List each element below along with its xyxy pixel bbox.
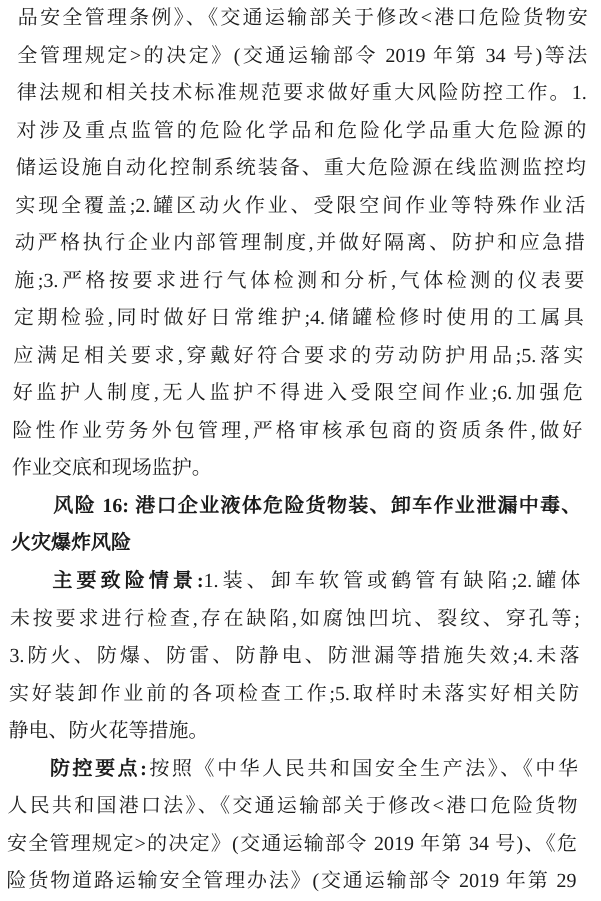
text-line: 实好装卸作业前的各项检查工作;5.取样时未落实好相关防 bbox=[8, 682, 580, 705]
page-text-column bbox=[6, 0, 588, 901]
text-line: 律法规和相关技术标准规范要求做好重大风险防控工作。1. bbox=[16, 82, 587, 105]
text-line: 未按要求进行检查,存在缺陷,如腐蚀凹坑、裂纹、穿孔等; bbox=[9, 607, 581, 630]
text-line: 定期检验,同时做好日常维护;4.储罐检修时使用的工属具 bbox=[13, 307, 584, 330]
text-line: 安全管理规定>的决定》(交通运输部令 2019 年第 34 号)、《危 bbox=[6, 832, 578, 855]
line-text: 1.装、卸车软管或鹤管有缺陷;2.罐体 bbox=[203, 569, 581, 592]
text-line: 储运设施自动化控制系统装备、重大危险源在线监测监控均 bbox=[15, 157, 586, 180]
text-line: 对涉及重点监管的危险化学品和危险化学品重大危险源的 bbox=[16, 119, 587, 142]
paragraph-prevention-points bbox=[6, 751, 578, 901]
paragraph-main-risk-scenarios bbox=[8, 563, 580, 751]
text-line: 全管理规定>的决定》(交通运输部令 2019 年第 34 号)等法 bbox=[17, 44, 588, 67]
text-line: 动严格执行企业内部管理制度,并做好隔离、防护和应急措 bbox=[14, 232, 585, 255]
text-line: 实现全覆盖;2.罐区动火作业、受限空间作业等特殊作业活 bbox=[15, 194, 586, 217]
text-line: 作业交底和现场监护。 bbox=[11, 457, 213, 480]
text-line: 施;3.严格按要求进行气体检测和分析,气体检测的仪表要 bbox=[14, 269, 585, 292]
text-line: 品安全管理条例》、《交通运输部关于修改<港口危险货物安 bbox=[17, 7, 588, 29]
text-line: 好监护人制度,无人监护不得进入受限空间作业;6.加强危 bbox=[12, 382, 583, 405]
text-line: 险性作业劳务外包管理,严格审核承包商的资质条件,做好 bbox=[12, 419, 583, 442]
paragraph-lead: 防控要点: bbox=[49, 757, 147, 780]
paragraph-legal-basis-continuation bbox=[12, 0, 588, 488]
text-line: 人民共和国港口法》、《交通运输部关于修改<港口危险货物 bbox=[7, 795, 578, 818]
text-line: 险货物道路运输安全管理办法》(交通运输部令 2019 年第 29 bbox=[6, 870, 577, 893]
text-line bbox=[10, 563, 580, 601]
text-line: 3.防火、防爆、防雷、防静电、防泄漏等措施失效;4.未落 bbox=[9, 645, 580, 668]
text-line: 静电、防火花等措施。 bbox=[8, 720, 209, 743]
line-text: 按照《中华人民共和国安全生产法》、《中华 bbox=[146, 757, 579, 780]
heading-line: 火灾爆炸风险 bbox=[10, 532, 132, 555]
heading-risk-16 bbox=[11, 488, 582, 563]
paragraph-lead: 主要致险情景: bbox=[52, 569, 204, 592]
heading-line: 风险 16: 港口企业液体危险货物装、卸车作业泄漏中毒、 bbox=[53, 494, 582, 517]
text-line bbox=[8, 751, 578, 789]
text-line: 应满足相关要求,穿戴好符合要求的劳动防护用品;5.落实 bbox=[13, 344, 584, 367]
